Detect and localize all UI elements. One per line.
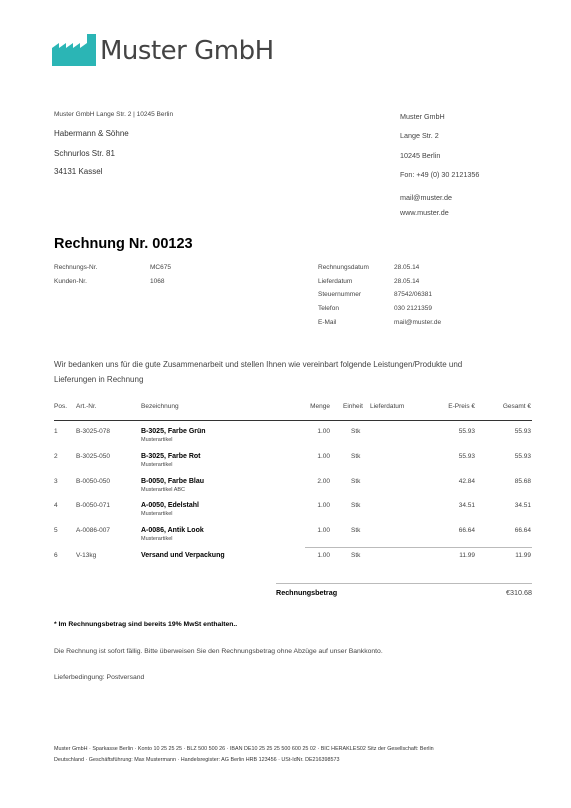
item-pos: 6 [54, 552, 58, 559]
item-price: 11.99 [459, 552, 475, 559]
item-pos: 1 [54, 428, 58, 435]
item-total: 55.93 [514, 453, 531, 460]
meta-value: 030 2121359 [394, 305, 432, 312]
meta-label: Steuernummer [318, 291, 361, 298]
item-qty: 1.00 [317, 453, 330, 460]
meta-label: E-Mail [318, 319, 337, 326]
recipient-street: Schnurlos Str. 81 [54, 149, 115, 158]
header-desc: Bezeichnung [141, 403, 179, 410]
item-sub: Musterartikel ABC [141, 487, 186, 493]
sender-phone: Fon: +49 (0) 30 2121356 [400, 170, 480, 179]
item-unit: Stk [351, 428, 361, 435]
sender-street: Lange Str. 2 [400, 131, 439, 140]
item-qty: 1.00 [317, 527, 330, 534]
payment-note: Die Rechnung ist sofort fällig. Bitte überweisen Sie den Rechnungsbetrag ohne Abzüge auf unser Bankkonto. [54, 648, 383, 655]
meta-label: Telefon [318, 305, 339, 312]
meta-label: Lieferdatum [318, 278, 353, 285]
item-name: A-0050, Edelstahl [141, 502, 199, 509]
sender-web: www.muster.de [400, 208, 449, 217]
item-total: 66.64 [514, 527, 531, 534]
sender-name: Muster GmbH [400, 112, 445, 121]
sum-rule [276, 583, 532, 584]
item-art: A-0086-007 [76, 527, 110, 534]
item-unit: Stk [351, 453, 361, 460]
item-art: B-3025-050 [76, 453, 110, 460]
meta-value: MC675 [150, 264, 171, 271]
item-total: 34.51 [514, 502, 531, 509]
footer-line2: Deutschland · Geschäftsführung: Max Mustermann · Handelsregister: AG Berlin HRB 123456 · USt-IdNr. DE216398573 [54, 757, 340, 763]
meta-value: 28.05.14 [394, 278, 420, 285]
sender-email: mail@muster.de [400, 193, 453, 202]
header-pos: Pos. [54, 403, 68, 410]
header-date: Lieferdatum [370, 403, 405, 410]
meta-value: 28.05.14 [394, 264, 420, 271]
footer-line1: Muster GmbH · Sparkasse Berlin · Konto 10 25 25 25 · BLZ 500 500 26 · IBAN DE10 25 25 25 500 600 25 02 · BIC HERAKLES02 Sitz der Gesellschaft: Berlin [54, 746, 434, 752]
sum-label: Rechnungsbetrag [276, 588, 338, 597]
item-qty: 1.00 [317, 552, 330, 559]
recipient-city: 34131 Kassel [54, 167, 103, 176]
item-price: 55.93 [458, 428, 475, 435]
item-pos: 2 [54, 453, 58, 460]
item-unit: Stk [351, 478, 361, 485]
item-price: 66.64 [458, 527, 475, 534]
item-sub: Musterartikel [141, 536, 173, 542]
item-total: 55.93 [514, 428, 531, 435]
item-sub: Musterartikel [141, 462, 173, 468]
item-price: 34.51 [458, 502, 475, 509]
item-unit: Stk [351, 502, 361, 509]
factory-logo-icon [52, 34, 98, 66]
vat-note: * Im Rechnungsbetrag sind bereits 19% MwSt enthalten.. [54, 621, 238, 628]
item-unit: Stk [351, 552, 361, 559]
recipient-name: Habermann & Söhne [54, 129, 129, 138]
intro-text-line2: Lieferungen in Rechnung [54, 375, 144, 384]
item-unit: Stk [351, 527, 361, 534]
shipping-rule [305, 547, 532, 548]
header-price: E-Preis € [448, 403, 475, 410]
item-name: A-0086, Antik Look [141, 527, 204, 534]
company-name: Muster GmbH [100, 36, 274, 66]
meta-label: Rechnungsdatum [318, 264, 369, 271]
item-name: B-3025, Farbe Rot [141, 453, 201, 460]
item-price: 42.84 [458, 478, 475, 485]
intro-text-line1: Wir bedanken uns für die gute Zusammenarbeit und stellen Ihnen wie vereinbart folgende Leistungen/Produkte und [54, 360, 463, 369]
meta-value: 87542/06381 [394, 291, 432, 298]
item-total: 85.68 [514, 478, 531, 485]
item-name: B-3025, Farbe Grün [141, 428, 206, 435]
item-art: B-0050-050 [76, 478, 110, 485]
sum-value: €310.68 [506, 588, 532, 597]
item-pos: 3 [54, 478, 58, 485]
item-art: B-3025-078 [76, 428, 110, 435]
item-qty: 2.00 [317, 478, 330, 485]
item-qty: 1.00 [317, 502, 330, 509]
meta-value: mail@muster.de [394, 319, 442, 326]
item-art: B-0050-071 [76, 502, 110, 509]
meta-label: Kunden-Nr. [54, 278, 87, 285]
item-sub: Musterartikel [141, 437, 173, 443]
item-pos: 4 [54, 502, 58, 509]
item-total: 11.99 [515, 552, 531, 559]
header-total: Gesamt € [502, 403, 531, 410]
meta-value: 1068 [150, 278, 165, 285]
header-art: Art.-Nr. [76, 403, 97, 410]
invoice-title: Rechnung Nr. 00123 [54, 236, 193, 252]
item-qty: 1.00 [317, 428, 330, 435]
meta-label: Rechnungs-Nr. [54, 264, 98, 271]
delivery-note: Lieferbedingung: Postversand [54, 674, 145, 681]
header-qty: Menge [310, 403, 330, 410]
sender-return-line: Muster GmbH Lange Str. 2 | 10245 Berlin [54, 111, 174, 118]
item-name: Versand und Verpackung [141, 552, 225, 559]
item-pos: 5 [54, 527, 58, 534]
item-name: B-0050, Farbe Blau [141, 478, 205, 485]
header-unit: Einheit [343, 403, 363, 410]
item-art: V-13kg [76, 552, 97, 559]
table-header-rule [54, 420, 532, 421]
sender-city: 10245 Berlin [400, 151, 441, 160]
item-sub: Musterartikel [141, 511, 173, 517]
item-price: 55.93 [458, 453, 475, 460]
